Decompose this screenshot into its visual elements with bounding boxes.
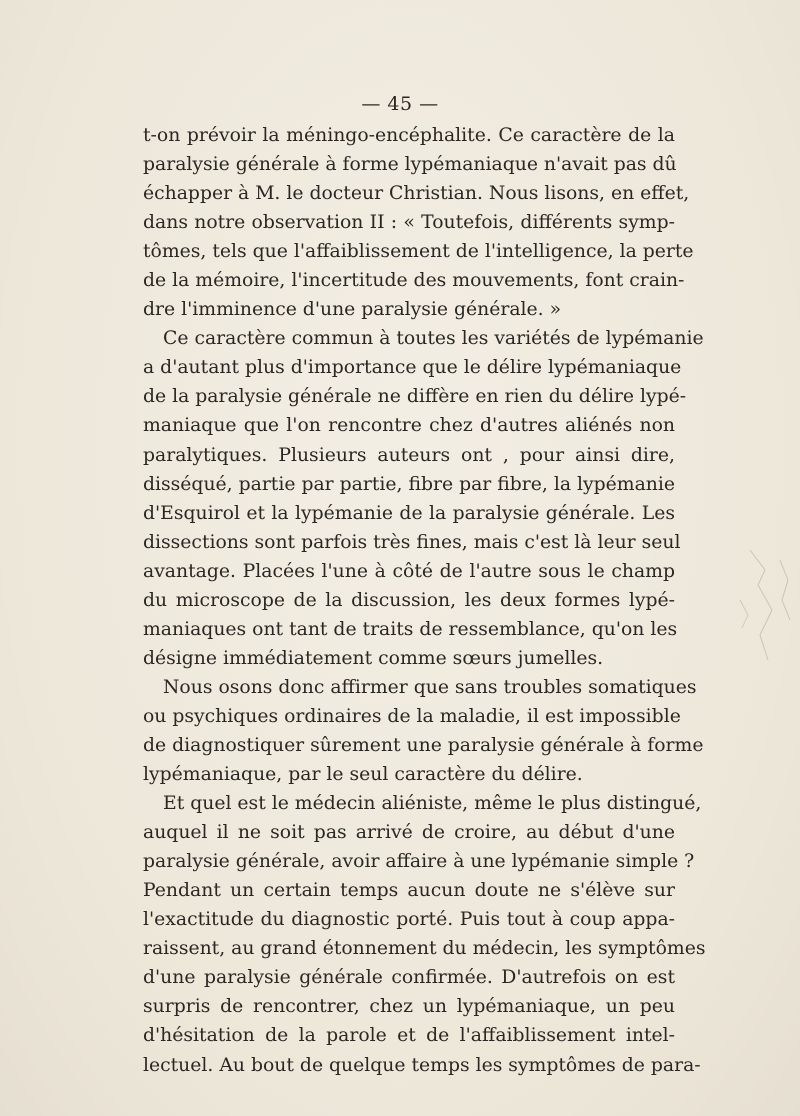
text-line: échapper à M. le docteur Christian. Nous lisons, en effet,	[143, 183, 690, 205]
text-line: dre l'imminence d'une paralysie générale. »	[143, 299, 562, 321]
ink-bleed-mark	[710, 540, 800, 680]
text-line: lypémaniaque, par le seul caractère du délire.	[143, 764, 583, 786]
text-line: tômes, tels que l'affaiblissement de l'intelligence, la perte	[143, 241, 694, 263]
text-line: d'une paralysie générale confirmée. D'autrefois on est	[143, 967, 675, 989]
text-line: d'hésitation de la parole et de l'affaiblissement intel-	[143, 1025, 675, 1047]
text-line: de la paralysie générale ne diffère en rien du délire lypé-	[143, 386, 687, 408]
text-line: raissent, au grand étonnement du médecin, les symptômes	[143, 938, 706, 960]
text-line: de diagnostiquer sûrement une paralysie générale à forme	[143, 734, 704, 756]
text-line: du microscope de la discussion, les deux formes lypé-	[143, 589, 675, 611]
text-line: désigne immédiatement comme sœurs jumelles.	[143, 647, 604, 669]
text-line: Ce caractère commun à toutes les variétés de lypémanie	[163, 328, 704, 350]
text-line: auquel il ne soit pas arrivé de croire, au début d'une	[143, 822, 675, 844]
text-line: disséqué, partie par partie, fibre par fibre, la lypémanie	[143, 473, 675, 495]
text-line: ou psychiques ordinaires de la maladie, il est impossible	[143, 705, 681, 727]
text-line: Et quel est le médecin aliéniste, même le plus distingué,	[163, 793, 702, 815]
text-line: Pendant un certain temps aucun doute ne s'élève sur	[143, 880, 675, 902]
text-line: dans notre observation II : « Toutefois, différents symp-	[143, 212, 675, 234]
text-line: t-on prévoir la méningo-encéphalite. Ce caractère de la	[143, 125, 675, 146]
text-line: paralytiques. Plusieurs auteurs ont , pour ainsi dire,	[143, 444, 675, 466]
text-line: paralysie générale, avoir affaire à une lypémanie simple ?	[143, 851, 695, 873]
text-line: de la mémoire, l'incertitude des mouvements, font crain-	[143, 270, 685, 292]
text-line: paralysie générale à forme lypémaniaque n'avait pas dû	[143, 154, 677, 176]
text-line: maniaque que l'on rencontre chez d'autres aliénés non	[143, 415, 675, 437]
body-text	[143, 121, 706, 1080]
text-line: dissections sont parfois très fines, mais c'est là leur seul	[143, 531, 681, 553]
text-line: maniaques ont tant de traits de ressemblance, qu'on les	[143, 618, 678, 640]
text-line: a d'autant plus d'importance que le délire lypémaniaque	[143, 357, 682, 379]
text-line: l'exactitude du diagnostic porté. Puis tout à coup appa-	[143, 909, 675, 931]
text-line: d'Esquirol et la lypémanie de la paralysie générale. Les	[143, 502, 675, 524]
text-line: Nous osons donc affirmer que sans troubles somatiques	[163, 676, 697, 698]
text-line: surpris de rencontrer, chez un lypémaniaque, un peu	[143, 996, 675, 1018]
page-number: — 45 —	[361, 93, 439, 115]
text-line: lectuel. Au bout de quelque temps les symptômes de para-	[143, 1054, 701, 1076]
text-line: avantage. Placées l'une à côté de l'autre sous le champ	[143, 560, 675, 582]
